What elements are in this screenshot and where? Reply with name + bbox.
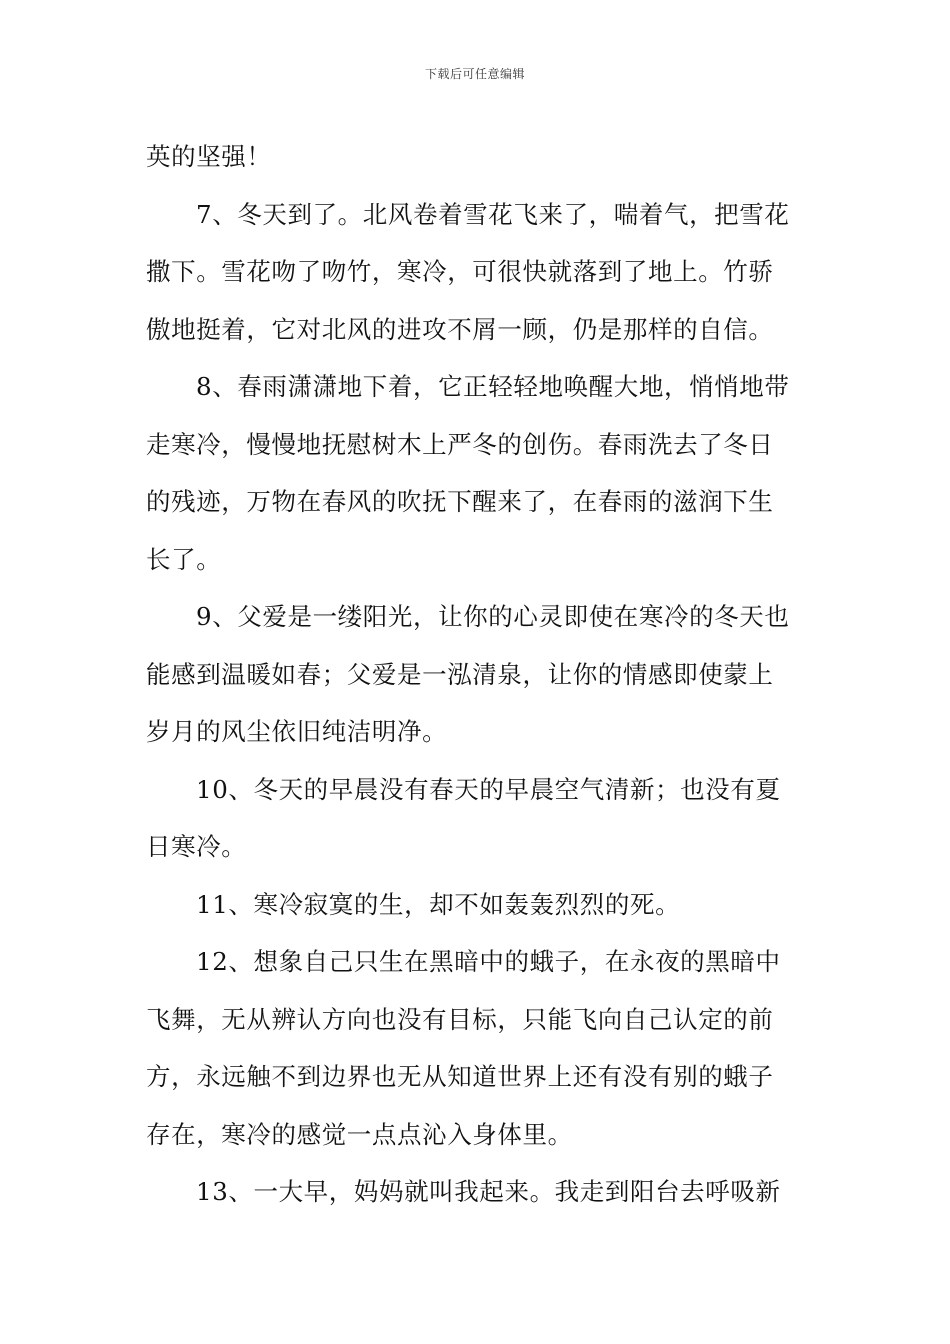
text-line: 8、春雨潇潇地下着，它正轻轻地唤醒大地，悄悄地带 bbox=[196, 372, 790, 401]
text-line: 傲地挺着，它对北风的进攻不屑一顾，仍是那样的自信。 bbox=[146, 314, 774, 344]
text-line: 撒下。雪花吻了吻竹，寒冷，可很快就落到了地上。竹骄 bbox=[146, 257, 774, 286]
document-body bbox=[146, 128, 806, 1221]
text-line: 9、父爱是一缕阳光，让你的心灵即使在寒冷的冬天也 bbox=[196, 602, 790, 631]
text-line: 能感到温暖如春；父爱是一泓清泉，让你的情感即使蒙上 bbox=[146, 659, 774, 689]
text-line: 日寒冷。 bbox=[146, 832, 247, 861]
text-line: 英的坚强！ bbox=[146, 142, 272, 171]
text-line: 12、想象自己只生在黑暗中的蛾子，在永夜的黑暗中 bbox=[196, 947, 781, 976]
text-line: 走寒冷，慢慢地抚慰树木上严冬的创伤。春雨洗去了冬日 bbox=[146, 429, 774, 459]
text-line: 存在，寒冷的感觉一点点沁入身体里。 bbox=[146, 1119, 573, 1149]
page-header: 下载后可任意编辑 bbox=[424, 67, 525, 81]
text-line: 10、冬天的早晨没有春天的早晨空气清新；也没有夏 bbox=[196, 774, 781, 804]
text-line: 7、冬天到了。北风卷着雪花飞来了，喘着气，把雪花 bbox=[196, 199, 790, 229]
text-line: 的残迹，万物在春风的吹抚下醒来了，在春雨的滋润下生 bbox=[146, 487, 774, 516]
text-line: 方，永远触不到边界也无从知道世界上还有没有别的蛾子 bbox=[146, 1062, 774, 1091]
text-line: 11、寒冷寂寞的生，却不如轰轰烈烈的死。 bbox=[196, 889, 681, 919]
text-line: 飞舞，无从辨认方向也没有目标，只能飞向自己认定的前 bbox=[146, 1004, 774, 1034]
text-line: 岁月的风尘依旧纯洁明净。 bbox=[146, 717, 448, 746]
text-line: 长了。 bbox=[146, 544, 222, 574]
text-line: 13、一大早，妈妈就叫我起来。我走到阳台去呼吸新 bbox=[196, 1177, 781, 1206]
